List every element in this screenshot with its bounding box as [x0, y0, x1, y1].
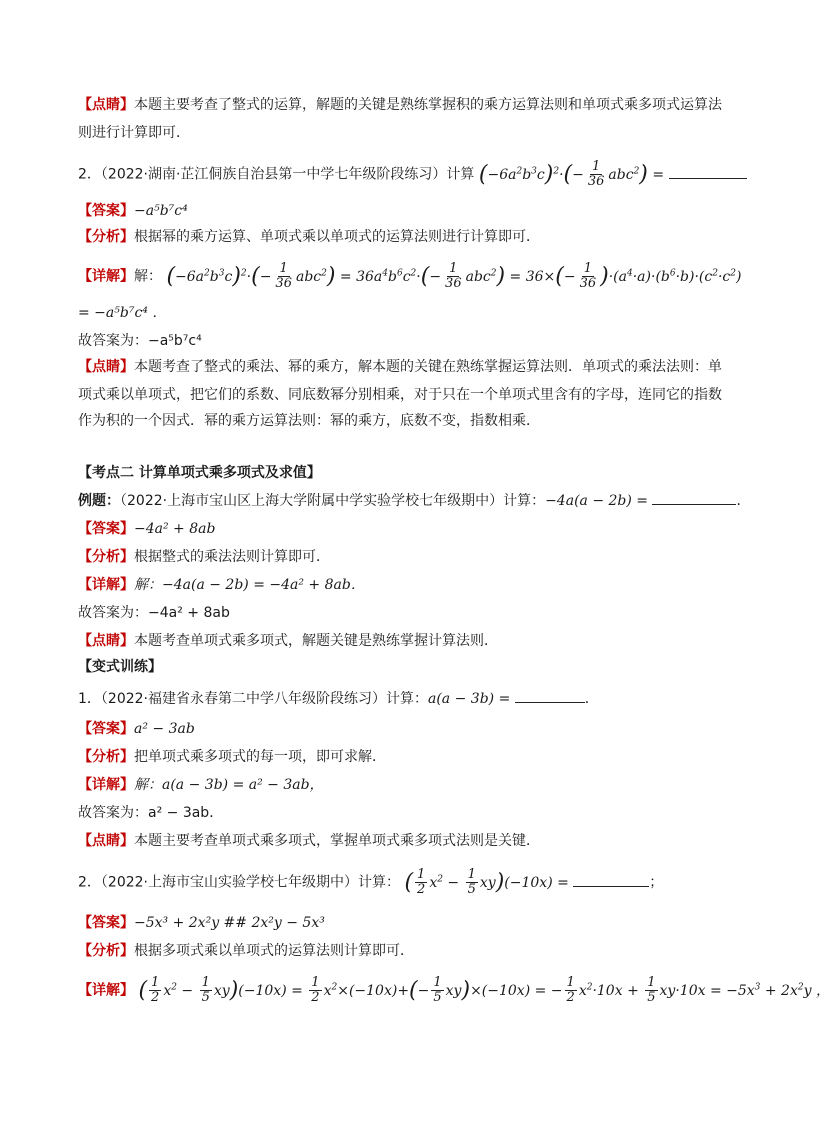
q2-note-3 — [78, 410, 734, 432]
v1-note-line — [78, 830, 734, 852]
variant-1 — [78, 688, 734, 710]
xiangjie-tag: 【详解】 — [78, 777, 134, 793]
fenxi-tag: 【分析】 — [78, 749, 134, 765]
answer-text: −4a² + 8ab — [134, 521, 216, 537]
ex-answer-line — [78, 518, 734, 540]
xiangjie-tag: 【详解】 — [78, 577, 134, 593]
fenxi-tag: 【分析】 — [78, 549, 134, 565]
final-answer: 故答案为：−a⁵b⁷c⁴ — [78, 333, 202, 349]
final-answer: 故答案为：a² − 3ab． — [78, 805, 224, 821]
answer-text: a² − 3ab — [134, 721, 195, 737]
dianjing-tag: 【点睛】 — [78, 359, 134, 375]
v1-detail-line — [78, 774, 734, 796]
note-text: 则进行计算即可． — [78, 125, 190, 141]
v2-detail-expression: ( $\frac{1}{2}$ $x^2$ − $\frac{1}{5}$ xy)(−10x) = $\frac{1}{2}$ $x^2\times(-10x)+(-$ $\frac{1}{5}$ xy)×(−10x) = − $\frac{1}{2}$ $x^2\cdot 10x$ + $\frac{1}{5}$ $xy\cdot 10x = -5x^3 + 2x^2y$ ， — [138, 975, 830, 1006]
note-line-2 — [78, 122, 734, 144]
detail-lead: 解： — [134, 268, 162, 285]
analysis-text: 根据整式的乘法法则计算即可． — [134, 549, 330, 565]
variant-title — [78, 656, 734, 678]
daan-tag: 【答案】 — [78, 721, 134, 737]
ex-final-line — [78, 602, 734, 624]
q2-analysis-line — [78, 226, 734, 248]
note-text: 项式乘以单项式，把它们的系数、同底数幂分别相乘，对于只在一个单项式里含有的字母，连同它的指数 — [78, 387, 722, 403]
question-text: 2．（2022·湖南·芷江侗族自治县第一中学七年级阶段练习）计算 — [78, 166, 475, 183]
q2-answer-line — [78, 200, 734, 222]
ex-analysis-line — [78, 546, 734, 568]
xiangjie-tag: 【详解】 — [78, 268, 134, 285]
variant-title-text: 【变式训练】 — [78, 659, 162, 675]
note-text: 本题考查了整式的乘法、幂的乘方，解本题的关键在熟练掌握运算法则．单项式的乘法法则：单 — [134, 359, 722, 375]
ex-note-line — [78, 630, 734, 652]
note-text: 本题主要考查了整式的运算，解题的关键是熟练掌握积的乘方运算法则和单项式乘多项式运算法 — [134, 97, 722, 113]
question-2 — [78, 160, 734, 189]
detail-text: 解：a(a − 3b) = a² − 3ab， — [134, 777, 324, 793]
q2-expression: $(-6a^2b^3c)^2\cdot(-$ $\frac{1}{36}$ abc$^2$) = — [478, 159, 665, 190]
detail-text: 解：−4a(a − 2b) = −4a² + 8ab． — [134, 577, 365, 593]
q2-note-1 — [78, 356, 734, 378]
daan-tag: 【答案】 — [78, 915, 134, 931]
v2-analysis-line — [78, 940, 734, 962]
end-punct: ． — [736, 493, 751, 509]
dianjing-tag: 【点睛】 — [78, 833, 134, 849]
question-text: 2．（2022·上海市宝山实验学校七年级期中）计算： — [78, 874, 400, 891]
answer-text: −5x³ + 2x²y ## 2x²y − 5x³ — [134, 915, 325, 931]
daan-tag: 【答案】 — [78, 203, 134, 219]
example-expression: −4a(a − 2b) = — [545, 493, 649, 509]
answer-blank[interactable] — [573, 872, 649, 887]
v1-answer-line — [78, 718, 734, 740]
dianjing-tag: 【点睛】 — [78, 97, 134, 113]
note-line-1 — [78, 94, 734, 116]
detail-result: = −a⁵b⁷c⁴ ． — [78, 305, 167, 321]
answer-blank[interactable] — [669, 164, 747, 179]
end-punct: ； — [649, 874, 664, 891]
q2-detail-expression: $(-6a^2b^3c)^2\cdot(-$ $\frac{1}{36}$ $abc^2) = 36a^4b^6c^2\cdot(-$ $\frac{1}{36}$ abc$^2$) = 36×(− $\frac{1}{36}$ )$\cdot(a^4\cdot a)\cdot(b^6\cdot b)\cdot(c^2\cdot c^2)$ — [166, 261, 742, 292]
end-punct: ． — [584, 691, 599, 707]
note-text: 本题考查单项式乘多项式，解题关键是熟练掌握计算法则． — [134, 633, 498, 649]
note-text: 本题主要考查单项式乘多项式，掌握单项式乘多项式法则是关键． — [134, 833, 540, 849]
answer-blank[interactable] — [515, 688, 585, 703]
q2-detail-line — [78, 261, 742, 292]
final-answer: 故答案为：−4a² + 8ab — [78, 605, 230, 621]
question-text: 1．（2022·福建省永春第二中学八年级阶段练习）计算： — [78, 691, 428, 707]
example-line — [78, 490, 751, 512]
section-title — [78, 462, 734, 484]
dianjing-tag: 【点睛】 — [78, 633, 134, 649]
v2-expression: ( $\frac{1}{2}$ $x^2$ − $\frac{1}{5}$ xy)(−10x) = — [404, 867, 569, 898]
fenxi-tag: 【分析】 — [78, 229, 134, 245]
ex-detail-line — [78, 574, 734, 596]
section-title-text: 【考点二 计算单项式乘多项式及求值】 — [78, 465, 321, 481]
answer-text: −a⁵b⁷c⁴ — [134, 203, 188, 219]
example-label: 例题： — [78, 493, 120, 509]
q2-result-line — [78, 302, 734, 324]
variant-2 — [78, 868, 734, 897]
v1-analysis-line — [78, 746, 734, 768]
example-text: （2022·上海市宝山区上海大学附属中学实验学校七年级期中）计算： — [120, 493, 546, 509]
answer-blank[interactable] — [652, 490, 736, 505]
note-text: 作为积的一个因式．幂的乘方运算法则：幂的乘方，底数不变，指数相乘． — [78, 413, 540, 429]
xiangjie-tag: 【详解】 — [78, 982, 134, 999]
analysis-text: 根据幂的乘方运算、单项式乘以单项式的运算法则进行计算即可． — [134, 229, 540, 245]
v1-expression: a(a − 3b) = — [428, 691, 511, 707]
v2-answer-line — [78, 912, 734, 934]
v1-final-line — [78, 802, 734, 824]
q2-note-2 — [78, 384, 734, 406]
analysis-text: 根据多项式乘以单项式的运算法则计算即可． — [134, 943, 414, 959]
fenxi-tag: 【分析】 — [78, 943, 134, 959]
analysis-text: 把单项式乘多项式的每一项，即可求解． — [134, 749, 386, 765]
q2-final-line — [78, 330, 734, 352]
v2-detail-line — [78, 975, 830, 1006]
daan-tag: 【答案】 — [78, 521, 134, 537]
